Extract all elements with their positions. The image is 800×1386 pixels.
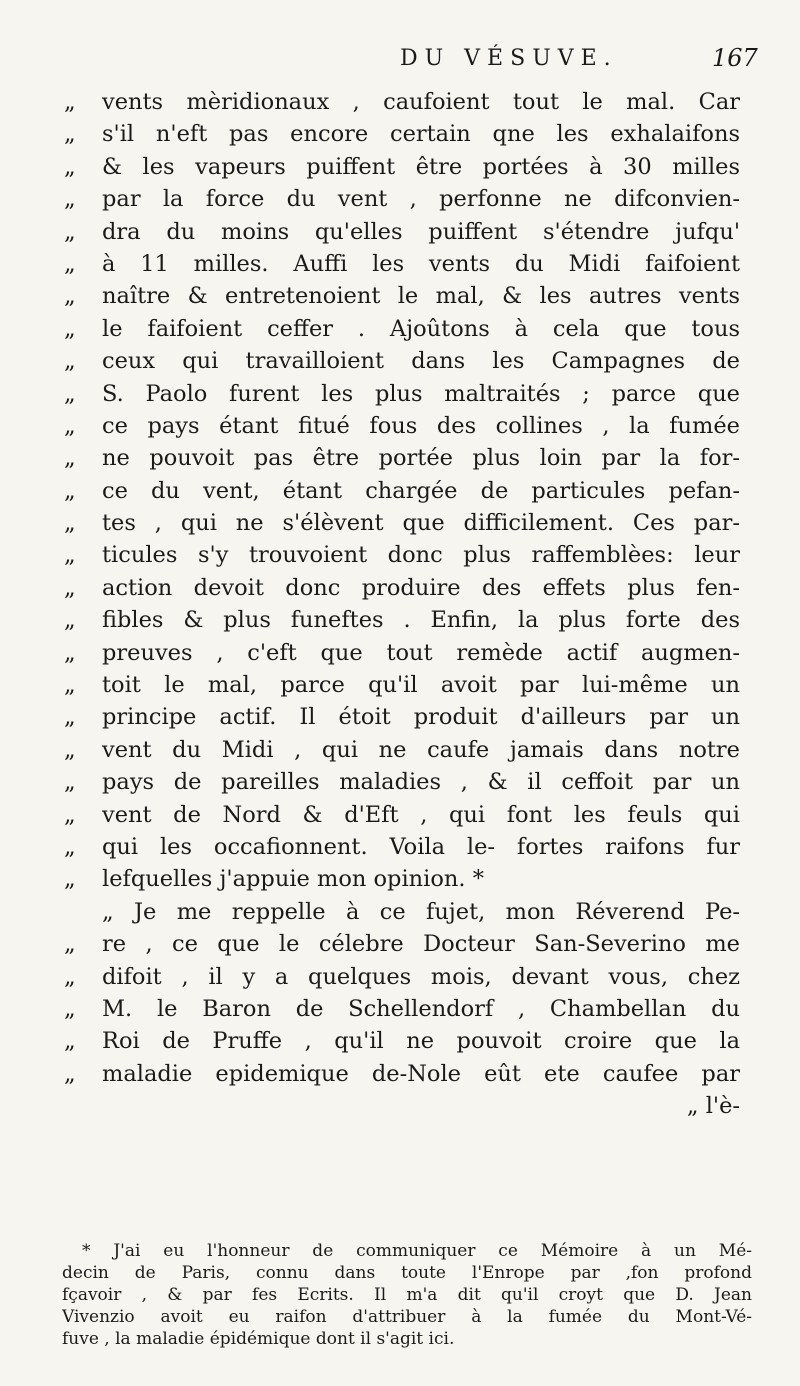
text-line: s'il n'eft pas encore certain qne les exhalaifons	[102, 121, 740, 148]
text-line: qui les occafionnent. Voila le- fortes raifons fur	[102, 833, 740, 860]
quote-mark: „	[64, 866, 76, 893]
text-line: dra du moins qu'elles puiffent s'étendre jufqu'	[102, 218, 740, 245]
page-number: 167	[712, 44, 758, 72]
body-text	[64, 86, 740, 1123]
quote-mark: „	[64, 153, 76, 180]
quote-mark: „	[102, 898, 114, 925]
quote-mark: „	[64, 477, 76, 504]
quote-mark: „	[64, 283, 76, 310]
text-line: preuves , c'eft que tout remède aᴄtif augmen-	[102, 639, 740, 666]
quote-mark: „	[64, 769, 76, 796]
text-line: naître & entretenoient le mal, & les autres vents	[102, 283, 740, 310]
text-line: aᴄtion devoit donc produire des effets plus fen-	[102, 574, 740, 601]
quote-mark: „	[64, 1028, 76, 1055]
footnote-line: Vivenzio avoit eu raifon d'attribuer à la fumée du Mont-Vé-	[62, 1307, 752, 1327]
text-line: Je me reppelle à ce fujet, mon Réverend Pe-	[134, 898, 740, 925]
text-line: fibles & plus funeftes . Enfin, la plus forte des	[102, 607, 740, 634]
quote-mark: „	[64, 574, 76, 601]
quote-mark: „	[64, 801, 76, 828]
catchword: „ l'è-	[686, 1093, 740, 1120]
text-line: par la force du vent , perfonne ne difconvien-	[102, 186, 740, 213]
text-line: vent de Nord & d'Eft , qui font les feuls qui	[102, 801, 740, 828]
text-line: ce du vent, étant chargée de particules pefan-	[102, 477, 740, 504]
quote-mark: „	[64, 412, 76, 439]
text-line: toit le mal, parce qu'il avoit par lui-même un	[102, 672, 740, 699]
text-line: re , ce que le célebre Doᴄteur San-Severino me	[102, 931, 740, 958]
quote-mark: „	[64, 315, 76, 342]
text-line: à 11 milles. Auffi les vents du Midi faifoient	[102, 250, 740, 277]
text-line: vents mèridionaux , caufoient tout le mal. Car	[102, 89, 740, 115]
quote-mark: „	[64, 250, 76, 277]
quote-mark: „	[64, 121, 76, 148]
quote-mark: „	[64, 380, 76, 407]
text-line: Roi de Pruffe , qu'il ne pouvoit croire que la	[102, 1028, 740, 1055]
quote-mark: „	[64, 186, 76, 213]
quote-mark: „	[64, 639, 76, 666]
text-line: ce pays étant fitué fous des collines , la fumée	[102, 412, 740, 439]
footnote-line: decin de Paris, connu dans toute l'Enrope par ,fon profond	[62, 1263, 752, 1283]
quote-mark: „	[64, 510, 76, 537]
page-header	[0, 44, 800, 84]
quote-mark: „	[64, 1060, 76, 1087]
quote-mark: „	[64, 995, 76, 1022]
text-line: principe aᴄtif. Il étoit produit d'ailleurs par un	[102, 704, 740, 731]
quote-mark: „	[64, 736, 76, 763]
text-line: S. Paolo furent les plus maltraités ; parce que	[102, 380, 740, 407]
text-line: ne pouvoit pas être portée plus loin par la for-	[102, 445, 740, 472]
quote-mark: „	[64, 607, 76, 634]
text-line: pays de pareilles maladies , & il ceffoit par un	[102, 769, 740, 796]
quote-mark: „	[64, 963, 76, 990]
text-line: ceux qui travailloient dans les Campagnes de	[102, 348, 740, 375]
footnote-line: fçavoir , & par fes Ecrits. Il m'a dit qu'il croyt que D. Jean	[62, 1285, 752, 1305]
quote-mark: „	[64, 445, 76, 472]
text-line: M. le Baron de Schellendorf , Chambellan du	[102, 995, 740, 1022]
quote-mark: „	[64, 704, 76, 731]
text-line-paragraph-start	[102, 896, 740, 928]
quote-mark: „	[64, 672, 76, 699]
text-line: difoit , il y a quelques mois, devant vous, chez	[102, 963, 740, 990]
text-line: lefquelles j'appuie mon opinion. *	[102, 866, 484, 893]
text-line: maladie epidemique de-Nole eût ete caufee par	[102, 1060, 740, 1087]
footnote-line: * J'ai eu l'honneur de communiquer ce Mémoire à un Mé-	[82, 1241, 752, 1261]
running-title: DU VÉSUVE.	[400, 46, 618, 71]
quote-mark: „	[64, 348, 76, 375]
text-line: ticules s'y trouvoient donc plus raffemblèes: leur	[102, 542, 740, 569]
footnote-line: fuve , la maladie épidémique dont il s'agit ici.	[62, 1329, 455, 1349]
footnote	[62, 1240, 752, 1350]
quote-mark: „	[64, 931, 76, 958]
quote-mark: „	[64, 833, 76, 860]
quote-mark: „	[64, 89, 76, 115]
text-line: & les vapeurs puiffent être portées à 30 milles	[102, 153, 740, 180]
quote-mark: „	[64, 218, 76, 245]
text-line: vent du Midi , qui ne caufe jamais dans notre	[102, 736, 740, 763]
text-line: le faifoient ceffer . Ajoûtons à cela que tous	[102, 315, 740, 342]
quote-mark: „	[64, 542, 76, 569]
text-line: tes , qui ne s'élèvent que difficilement. Ces par-	[102, 510, 740, 537]
